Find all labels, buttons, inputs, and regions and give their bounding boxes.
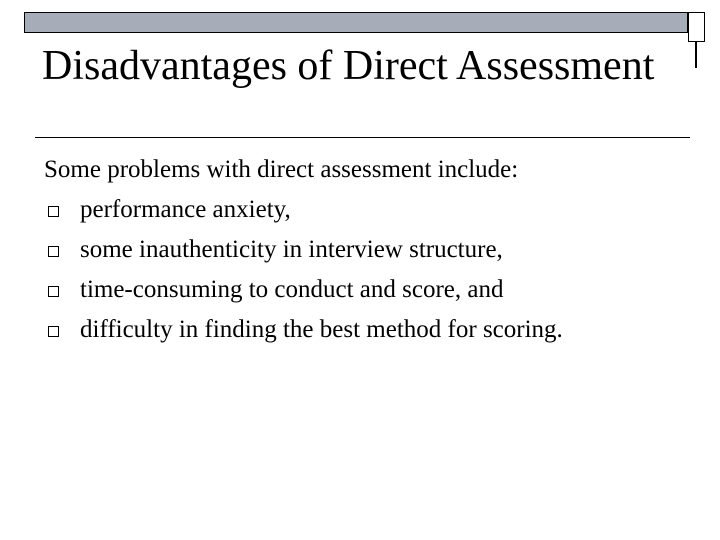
bullet-text: some inauthenticity in interview structure, — [80, 236, 503, 263]
decorative-top-bar — [24, 12, 688, 33]
hollow-square-icon — [48, 246, 59, 257]
hollow-square-icon — [48, 286, 59, 297]
bullet-text: difficulty in finding the best method for scoring. — [80, 316, 563, 343]
bullet-text: time-consuming to conduct and score, and — [80, 276, 504, 303]
decorative-corner-stem — [695, 42, 697, 68]
slide-body — [44, 150, 704, 350]
bullet-list — [44, 190, 704, 350]
hollow-square-icon — [48, 326, 59, 337]
slide-title: Disadvantages of Direct Assessment — [42, 43, 655, 89]
decorative-corner-box — [688, 12, 705, 42]
list-item — [44, 270, 704, 310]
list-item — [44, 310, 704, 350]
list-item — [44, 230, 704, 270]
bullet-text: performance anxiety, — [80, 196, 291, 223]
hollow-square-icon — [48, 206, 59, 217]
list-item — [44, 190, 704, 230]
intro-text: Some problems with direct assessment include: — [44, 156, 519, 183]
title-divider — [35, 137, 690, 138]
